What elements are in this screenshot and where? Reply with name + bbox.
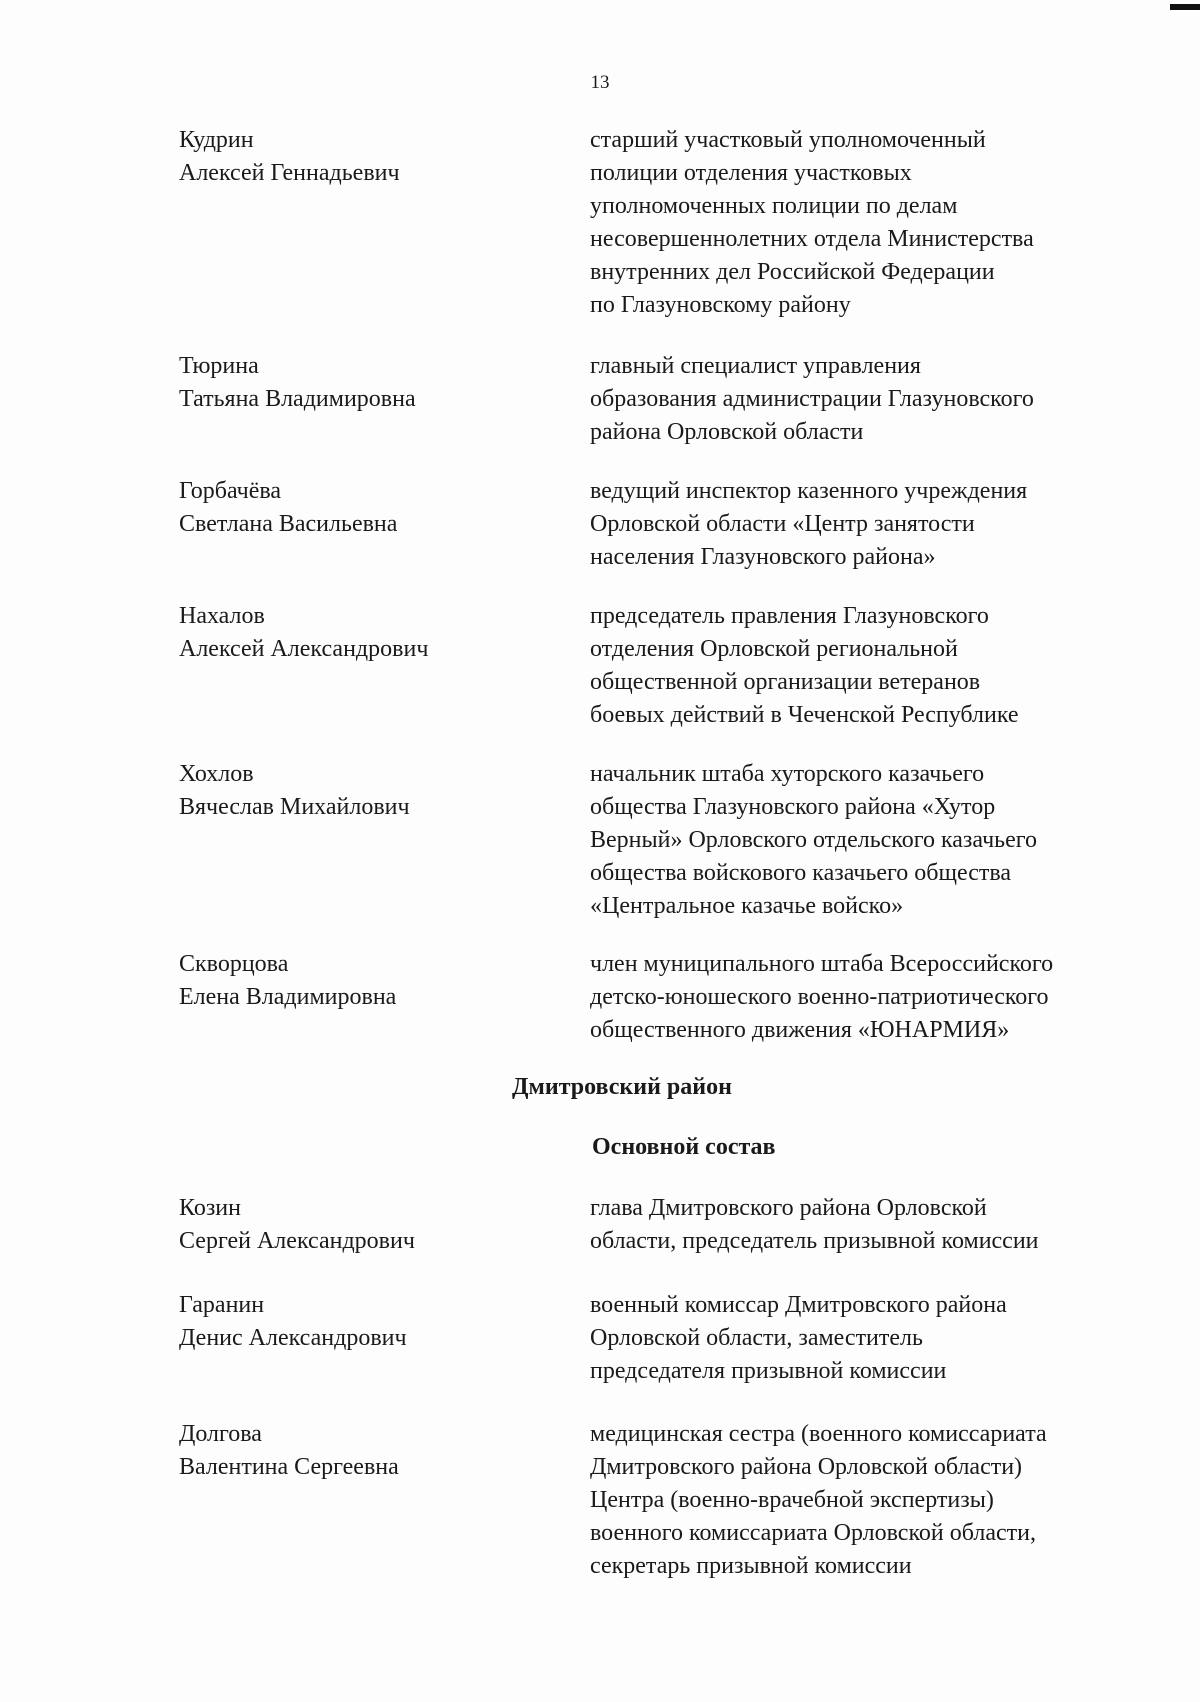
role-line: глава Дмитровского района Орловской [590, 1195, 987, 1221]
member-name [179, 758, 539, 824]
role-line: медицинская сестра (военного комиссариата [590, 1421, 1047, 1447]
role-line: Верный» Орловского отдельского казачьего [590, 827, 1038, 853]
role-line: области, председатель призывной комиссии [590, 1228, 1039, 1254]
member-surname: Кудрин [179, 127, 254, 153]
member-role [590, 124, 1150, 322]
role-line: уполномоченных полиции по делам [590, 193, 958, 219]
member-given-names: Алексей Александрович [179, 636, 429, 662]
member-surname: Нахалов [179, 603, 265, 629]
member-surname: Скворцова [179, 951, 289, 977]
role-line: образования администрации Глазуновского [590, 386, 1034, 412]
role-line: общества войскового казачьего общества [590, 860, 1012, 886]
role-line: боевых действий в Чеченской Республике [590, 702, 1019, 728]
role-line: детско-юношеского военно-патриотического [590, 984, 1049, 1010]
member-given-names: Валентина Сергеевна [179, 1454, 399, 1480]
role-line: полиции отделения участковых [590, 160, 912, 186]
member-name [179, 124, 539, 190]
member-role [590, 1192, 1150, 1258]
role-line: несовершеннолетних отдела Министерства [590, 226, 1034, 252]
member-name [179, 1418, 539, 1484]
role-line: военного комиссариата Орловской области, [590, 1520, 1036, 1546]
role-line: председатель правления Глазуновского [590, 603, 989, 629]
member-given-names: Денис Александрович [179, 1325, 407, 1351]
role-line: Дмитровского района Орловской области) [590, 1454, 1023, 1480]
scan-corner-mark [1170, 4, 1200, 10]
member-name [179, 475, 539, 541]
member-given-names: Татьяна Владимировна [179, 386, 416, 412]
role-line: Центра (военно-врачебной экспертизы) [590, 1487, 994, 1513]
member-name [179, 1192, 539, 1258]
role-line: Орловской области, заместитель [590, 1325, 923, 1351]
district-heading: Дмитровский район [512, 1074, 732, 1100]
composition-heading: Основной состав [592, 1134, 776, 1160]
role-line: военный комиссар Дмитровского района [590, 1292, 1007, 1318]
role-line: Орловской области «Центр занятости [590, 511, 975, 537]
member-surname: Горбачёва [179, 478, 282, 504]
member-surname: Козин [179, 1195, 241, 1221]
member-name [179, 1289, 539, 1355]
role-line: секретарь призывной комиссии [590, 1553, 912, 1579]
member-name [179, 350, 539, 416]
member-given-names: Сергей Александрович [179, 1228, 415, 1254]
member-role [590, 600, 1150, 732]
role-line: населения Глазуновского района» [590, 544, 936, 570]
role-line: общественного движения «ЮНАРМИЯ» [590, 1017, 1010, 1043]
role-line: района Орловской области [590, 419, 864, 445]
member-surname: Хохлов [179, 761, 254, 787]
member-given-names: Елена Владимировна [179, 984, 397, 1010]
member-surname: Долгова [179, 1421, 262, 1447]
role-line: председателя призывной комиссии [590, 1358, 947, 1384]
member-role [590, 350, 1150, 449]
member-surname: Тюрина [179, 353, 259, 379]
member-role [590, 948, 1150, 1047]
member-given-names: Светлана Васильевна [179, 511, 398, 537]
role-line: по Глазуновскому району [590, 292, 851, 318]
member-role [590, 1289, 1150, 1388]
member-given-names: Алексей Геннадьевич [179, 160, 400, 186]
role-line: главный специалист управления [590, 353, 921, 379]
role-line: внутренних дел Российской Федерации [590, 259, 995, 285]
member-given-names: Вячеслав Михайлович [179, 794, 410, 820]
role-line: отделения Орловской региональной [590, 636, 958, 662]
role-line: член муниципального штаба Всероссийского [590, 951, 1054, 977]
member-role [590, 475, 1150, 574]
role-line: общества Глазуновского района «Хутор [590, 794, 996, 820]
role-line: ведущий инспектор казенного учреждения [590, 478, 1028, 504]
member-name [179, 600, 539, 666]
role-line: «Центральное казачье войско» [590, 893, 904, 919]
member-surname: Гаранин [179, 1292, 265, 1318]
role-line: общественной организации ветеранов [590, 669, 981, 695]
member-name [179, 948, 539, 1014]
member-role [590, 758, 1150, 923]
member-role [590, 1418, 1150, 1583]
page-number: 13 [590, 72, 610, 93]
role-line: начальник штаба хуторского казачьего [590, 761, 985, 787]
role-line: старший участковый уполномоченный [590, 127, 986, 153]
